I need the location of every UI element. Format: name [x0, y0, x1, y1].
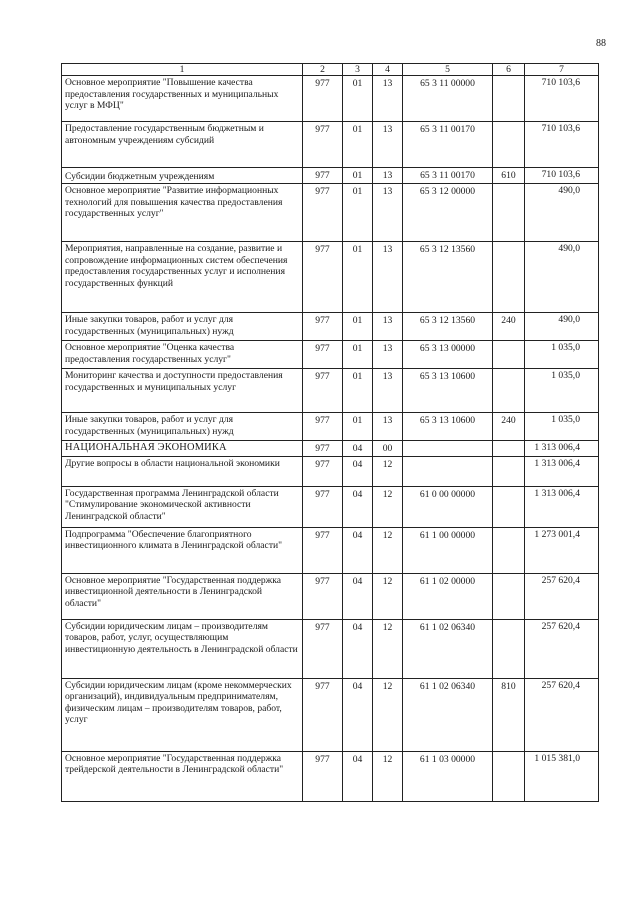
item-name: Мероприятия, направленные на создание, развитие и сопровождение информационных систем обеспечения предоставления государственных услуг и исполнения государственных функций	[62, 242, 303, 313]
section-code: 01	[343, 313, 373, 341]
target-code: 61 1 02 06340	[403, 678, 493, 751]
target-code: 61 1 03 00000	[403, 751, 493, 801]
section-code: 04	[343, 678, 373, 751]
amount: 490,0	[525, 313, 599, 341]
subsection-code: 00	[373, 441, 403, 457]
subsection-code: 12	[373, 619, 403, 678]
header-cell: 4	[373, 64, 403, 76]
table-row	[62, 456, 599, 486]
table-row	[62, 76, 599, 122]
expense-type-code	[493, 76, 525, 122]
amount: 710 103,6	[525, 122, 599, 168]
section-code: 01	[343, 122, 373, 168]
amount: 257 620,4	[525, 619, 599, 678]
amount: 1 313 006,4	[525, 456, 599, 486]
section-code: 01	[343, 184, 373, 242]
amount: 257 620,4	[525, 573, 599, 619]
item-name: Мониторинг качества и доступности предоставления государственных и муниципальных услуг	[62, 369, 303, 413]
item-name: Субсидии бюджетным учреждениям	[62, 168, 303, 184]
header-cell: 7	[525, 64, 599, 76]
expense-type-code	[493, 456, 525, 486]
target-code: 61 1 02 06340	[403, 619, 493, 678]
header-cell: 2	[303, 64, 343, 76]
target-code: 61 0 00 00000	[403, 486, 493, 527]
amount: 1 015 381,0	[525, 751, 599, 801]
section-code: 01	[343, 76, 373, 122]
expense-type-code: 240	[493, 413, 525, 441]
section-code: 01	[343, 369, 373, 413]
amount: 1 035,0	[525, 341, 599, 369]
table-row	[62, 441, 599, 457]
section-code: 04	[343, 441, 373, 457]
item-name: Государственная программа Ленинградской области "Стимулирование экономической активности Ленинградской области"	[62, 486, 303, 527]
subsection-code: 13	[373, 76, 403, 122]
item-name: Основное мероприятие "Оценка качества предоставления государственных услуг"	[62, 341, 303, 369]
target-code: 65 3 11 00170	[403, 122, 493, 168]
expense-type-code	[493, 751, 525, 801]
amount: 1 273 001,4	[525, 527, 599, 573]
expense-type-code: 810	[493, 678, 525, 751]
amount: 1 035,0	[525, 369, 599, 413]
table-row	[62, 573, 599, 619]
item-name: Субсидии юридическим лицам (кроме некоммерческих организаций), индивидуальным предпринимателям, физическим лицам – производителям товаров, работ, услуг	[62, 678, 303, 751]
table-row	[62, 341, 599, 369]
subsection-code: 13	[373, 242, 403, 313]
expense-type-code: 240	[493, 313, 525, 341]
target-code	[403, 441, 493, 457]
section-code: 04	[343, 456, 373, 486]
amount: 710 103,6	[525, 168, 599, 184]
ministry-code: 977	[303, 369, 343, 413]
subsection-code: 12	[373, 751, 403, 801]
subsection-code: 13	[373, 413, 403, 441]
expense-type-code	[493, 184, 525, 242]
table-row	[62, 413, 599, 441]
target-code: 65 3 11 00170	[403, 168, 493, 184]
expense-type-code	[493, 486, 525, 527]
ministry-code: 977	[303, 313, 343, 341]
ministry-code: 977	[303, 441, 343, 457]
budget-table	[61, 63, 599, 802]
subsection-code: 13	[373, 168, 403, 184]
subsection-code: 12	[373, 573, 403, 619]
section-code: 04	[343, 527, 373, 573]
amount: 710 103,6	[525, 76, 599, 122]
target-code: 61 1 02 00000	[403, 573, 493, 619]
expense-type-code	[493, 341, 525, 369]
expense-type-code	[493, 122, 525, 168]
section-code: 04	[343, 751, 373, 801]
ministry-code: 977	[303, 413, 343, 441]
ministry-code: 977	[303, 527, 343, 573]
item-name: Подпрограмма "Обеспечение благоприятного инвестиционного климата в Ленинградской области"	[62, 527, 303, 573]
target-code: 65 3 13 10600	[403, 369, 493, 413]
expense-type-code	[493, 242, 525, 313]
subsection-code: 13	[373, 184, 403, 242]
subsection-code: 12	[373, 527, 403, 573]
subsection-code: 12	[373, 486, 403, 527]
target-code: 65 3 12 13560	[403, 242, 493, 313]
ministry-code: 977	[303, 573, 343, 619]
subsection-code: 12	[373, 678, 403, 751]
subsection-code: 13	[373, 341, 403, 369]
section-code: 01	[343, 341, 373, 369]
item-name: Субсидии юридическим лицам – производителям товаров, работ, услуг, осуществляющим инвестиционную деятельность в Ленинградской области	[62, 619, 303, 678]
amount: 257 620,4	[525, 678, 599, 751]
expense-type-code	[493, 369, 525, 413]
expense-type-code	[493, 619, 525, 678]
table-row	[62, 486, 599, 527]
item-name: Иные закупки товаров, работ и услуг для государственных (муниципальных) нужд	[62, 313, 303, 341]
ministry-code: 977	[303, 486, 343, 527]
item-name: Основное мероприятие "Повышение качества предоставления государственных и муниципальных услуг в МФЦ"	[62, 76, 303, 122]
subsection-code: 13	[373, 369, 403, 413]
ministry-code: 977	[303, 456, 343, 486]
subsection-code: 13	[373, 122, 403, 168]
target-code: 65 3 13 00000	[403, 341, 493, 369]
amount: 1 313 006,4	[525, 486, 599, 527]
ministry-code: 977	[303, 76, 343, 122]
amount: 1 035,0	[525, 413, 599, 441]
section-code: 04	[343, 619, 373, 678]
target-code	[403, 456, 493, 486]
item-name: Иные закупки товаров, работ и услуг для государственных (муниципальных) нужд	[62, 413, 303, 441]
ministry-code: 977	[303, 341, 343, 369]
header-cell: 6	[493, 64, 525, 76]
item-name: Основное мероприятие "Государственная поддержка инвестиционной деятельности в Ленинградской области"	[62, 573, 303, 619]
expense-type-code	[493, 527, 525, 573]
item-name: Основное мероприятие "Государственная поддержка трейдерской деятельности в Ленинградской области"	[62, 751, 303, 801]
item-name: НАЦИОНАЛЬНАЯ ЭКОНОМИКА	[62, 441, 303, 457]
table-row	[62, 527, 599, 573]
section-code: 01	[343, 242, 373, 313]
subsection-code: 13	[373, 313, 403, 341]
target-code: 65 3 12 13560	[403, 313, 493, 341]
ministry-code: 977	[303, 184, 343, 242]
item-name: Предоставление государственным бюджетным и автономным учреждениям субсидий	[62, 122, 303, 168]
ministry-code: 977	[303, 242, 343, 313]
item-name: Другие вопросы в области национальной экономики	[62, 456, 303, 486]
header-cell: 1	[62, 64, 303, 76]
header-cell: 3	[343, 64, 373, 76]
expense-type-code: 610	[493, 168, 525, 184]
section-code: 04	[343, 573, 373, 619]
table-row	[62, 122, 599, 168]
ministry-code: 977	[303, 122, 343, 168]
table-row	[62, 619, 599, 678]
header-cell: 5	[403, 64, 493, 76]
ministry-code: 977	[303, 678, 343, 751]
amount: 490,0	[525, 242, 599, 313]
table-row	[62, 184, 599, 242]
amount: 1 313 006,4	[525, 441, 599, 457]
expense-type-code	[493, 573, 525, 619]
amount: 490,0	[525, 184, 599, 242]
page-number: 88	[596, 38, 606, 49]
ministry-code: 977	[303, 619, 343, 678]
table-row	[62, 369, 599, 413]
subsection-code: 12	[373, 456, 403, 486]
ministry-code: 977	[303, 168, 343, 184]
section-code: 04	[343, 486, 373, 527]
item-name: Основное мероприятие "Развитие информационных технологий для повышения качества предоставления государственных услуг"	[62, 184, 303, 242]
target-code: 61 1 00 00000	[403, 527, 493, 573]
table-row	[62, 751, 599, 801]
table-row	[62, 678, 599, 751]
target-code: 65 3 13 10600	[403, 413, 493, 441]
table-row	[62, 313, 599, 341]
table-row	[62, 168, 599, 184]
table-row	[62, 242, 599, 313]
expense-type-code	[493, 441, 525, 457]
target-code: 65 3 12 00000	[403, 184, 493, 242]
table-header-row	[62, 64, 599, 76]
target-code: 65 3 11 00000	[403, 76, 493, 122]
section-code: 01	[343, 413, 373, 441]
section-code: 01	[343, 168, 373, 184]
ministry-code: 977	[303, 751, 343, 801]
